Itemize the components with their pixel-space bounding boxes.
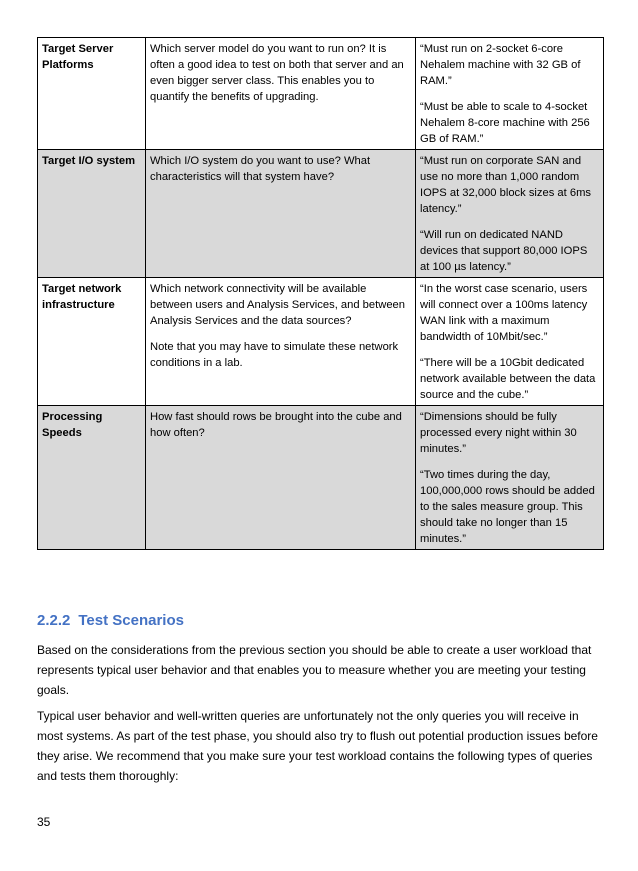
body-paragraph: Based on the considerations from the previous section you should be able to create a user workload that represents typical user behavior and that enables you to measure whether you are meeting your testing goals. (37, 643, 592, 697)
row-label: Target I/O system (38, 150, 146, 278)
row-label: Target Server Platforms (38, 38, 146, 150)
page-number: 35 (37, 815, 51, 829)
row-question (146, 150, 416, 278)
example-text: “There will be a 10Gbit dedicated network available between the data source and the cube.” (420, 357, 596, 401)
table-row (38, 150, 604, 278)
row-examples (416, 278, 604, 406)
question-text: Note that you may have to simulate these network conditions in a lab. (150, 341, 399, 369)
example-text: “Must run on corporate SAN and use no more than 1,000 random IOPS at 32,000 block sizes at 6ms latency.” (420, 155, 592, 215)
example-text: “Dimensions should be fully processed every night within 30 minutes.” (420, 411, 577, 455)
example-text: “Two times during the day, 100,000,000 rows should be added to the sales measure group. This should take no longer than 15 minutes.” (420, 469, 595, 545)
row-label: Processing Speeds (38, 406, 146, 550)
example-text: “In the worst case scenario, users will connect over a 100ms latency WAN link with a maximum bandwidth of 10Mbit/sec.” (420, 283, 588, 343)
requirements-table (37, 37, 604, 550)
example-text: “Must run on 2-socket 6-core Nehalem machine with 32 GB of RAM.” (420, 43, 581, 87)
table-row (38, 406, 604, 550)
example-text: “Will run on dedicated NAND devices that support 80,000 IOPS at 100 µs latency.” (420, 229, 588, 273)
question-text: Which network connectivity will be available between users and Analysis Services, and between Analysis Services and the data sources? (150, 283, 405, 327)
table-row (38, 38, 604, 150)
row-examples (416, 406, 604, 550)
section-heading (37, 612, 603, 629)
body-paragraph: Typical user behavior and well-written queries are unfortunately not the only queries you will receive in most systems. As part of the test phase, you should also try to flush out potential production issues before they arise. We recommend that you make sure your test workload contains the following types of queries and tests them thoroughly: (37, 709, 598, 783)
question-text: Which server model do you want to run on? It is often a good idea to test on both that server and an even bigger server class. This enables you to quantify the benefits of upgrading. (150, 43, 404, 103)
question-text: How fast should rows be brought into the cube and how often? (150, 411, 402, 439)
section-title: Test Scenarios (78, 612, 184, 629)
row-question (146, 278, 416, 406)
question-text: Which I/O system do you want to use? What characteristics will that system have? (150, 155, 371, 183)
row-question (146, 406, 416, 550)
row-question (146, 38, 416, 150)
example-text: “Must be able to scale to 4-socket Nehalem 8-core machine with 256 GB of RAM.” (420, 101, 590, 145)
row-label: Target network infrastructure (38, 278, 146, 406)
row-examples (416, 150, 604, 278)
table-row (38, 278, 604, 406)
section-number: 2.2.2 (37, 612, 71, 629)
row-examples (416, 38, 604, 150)
